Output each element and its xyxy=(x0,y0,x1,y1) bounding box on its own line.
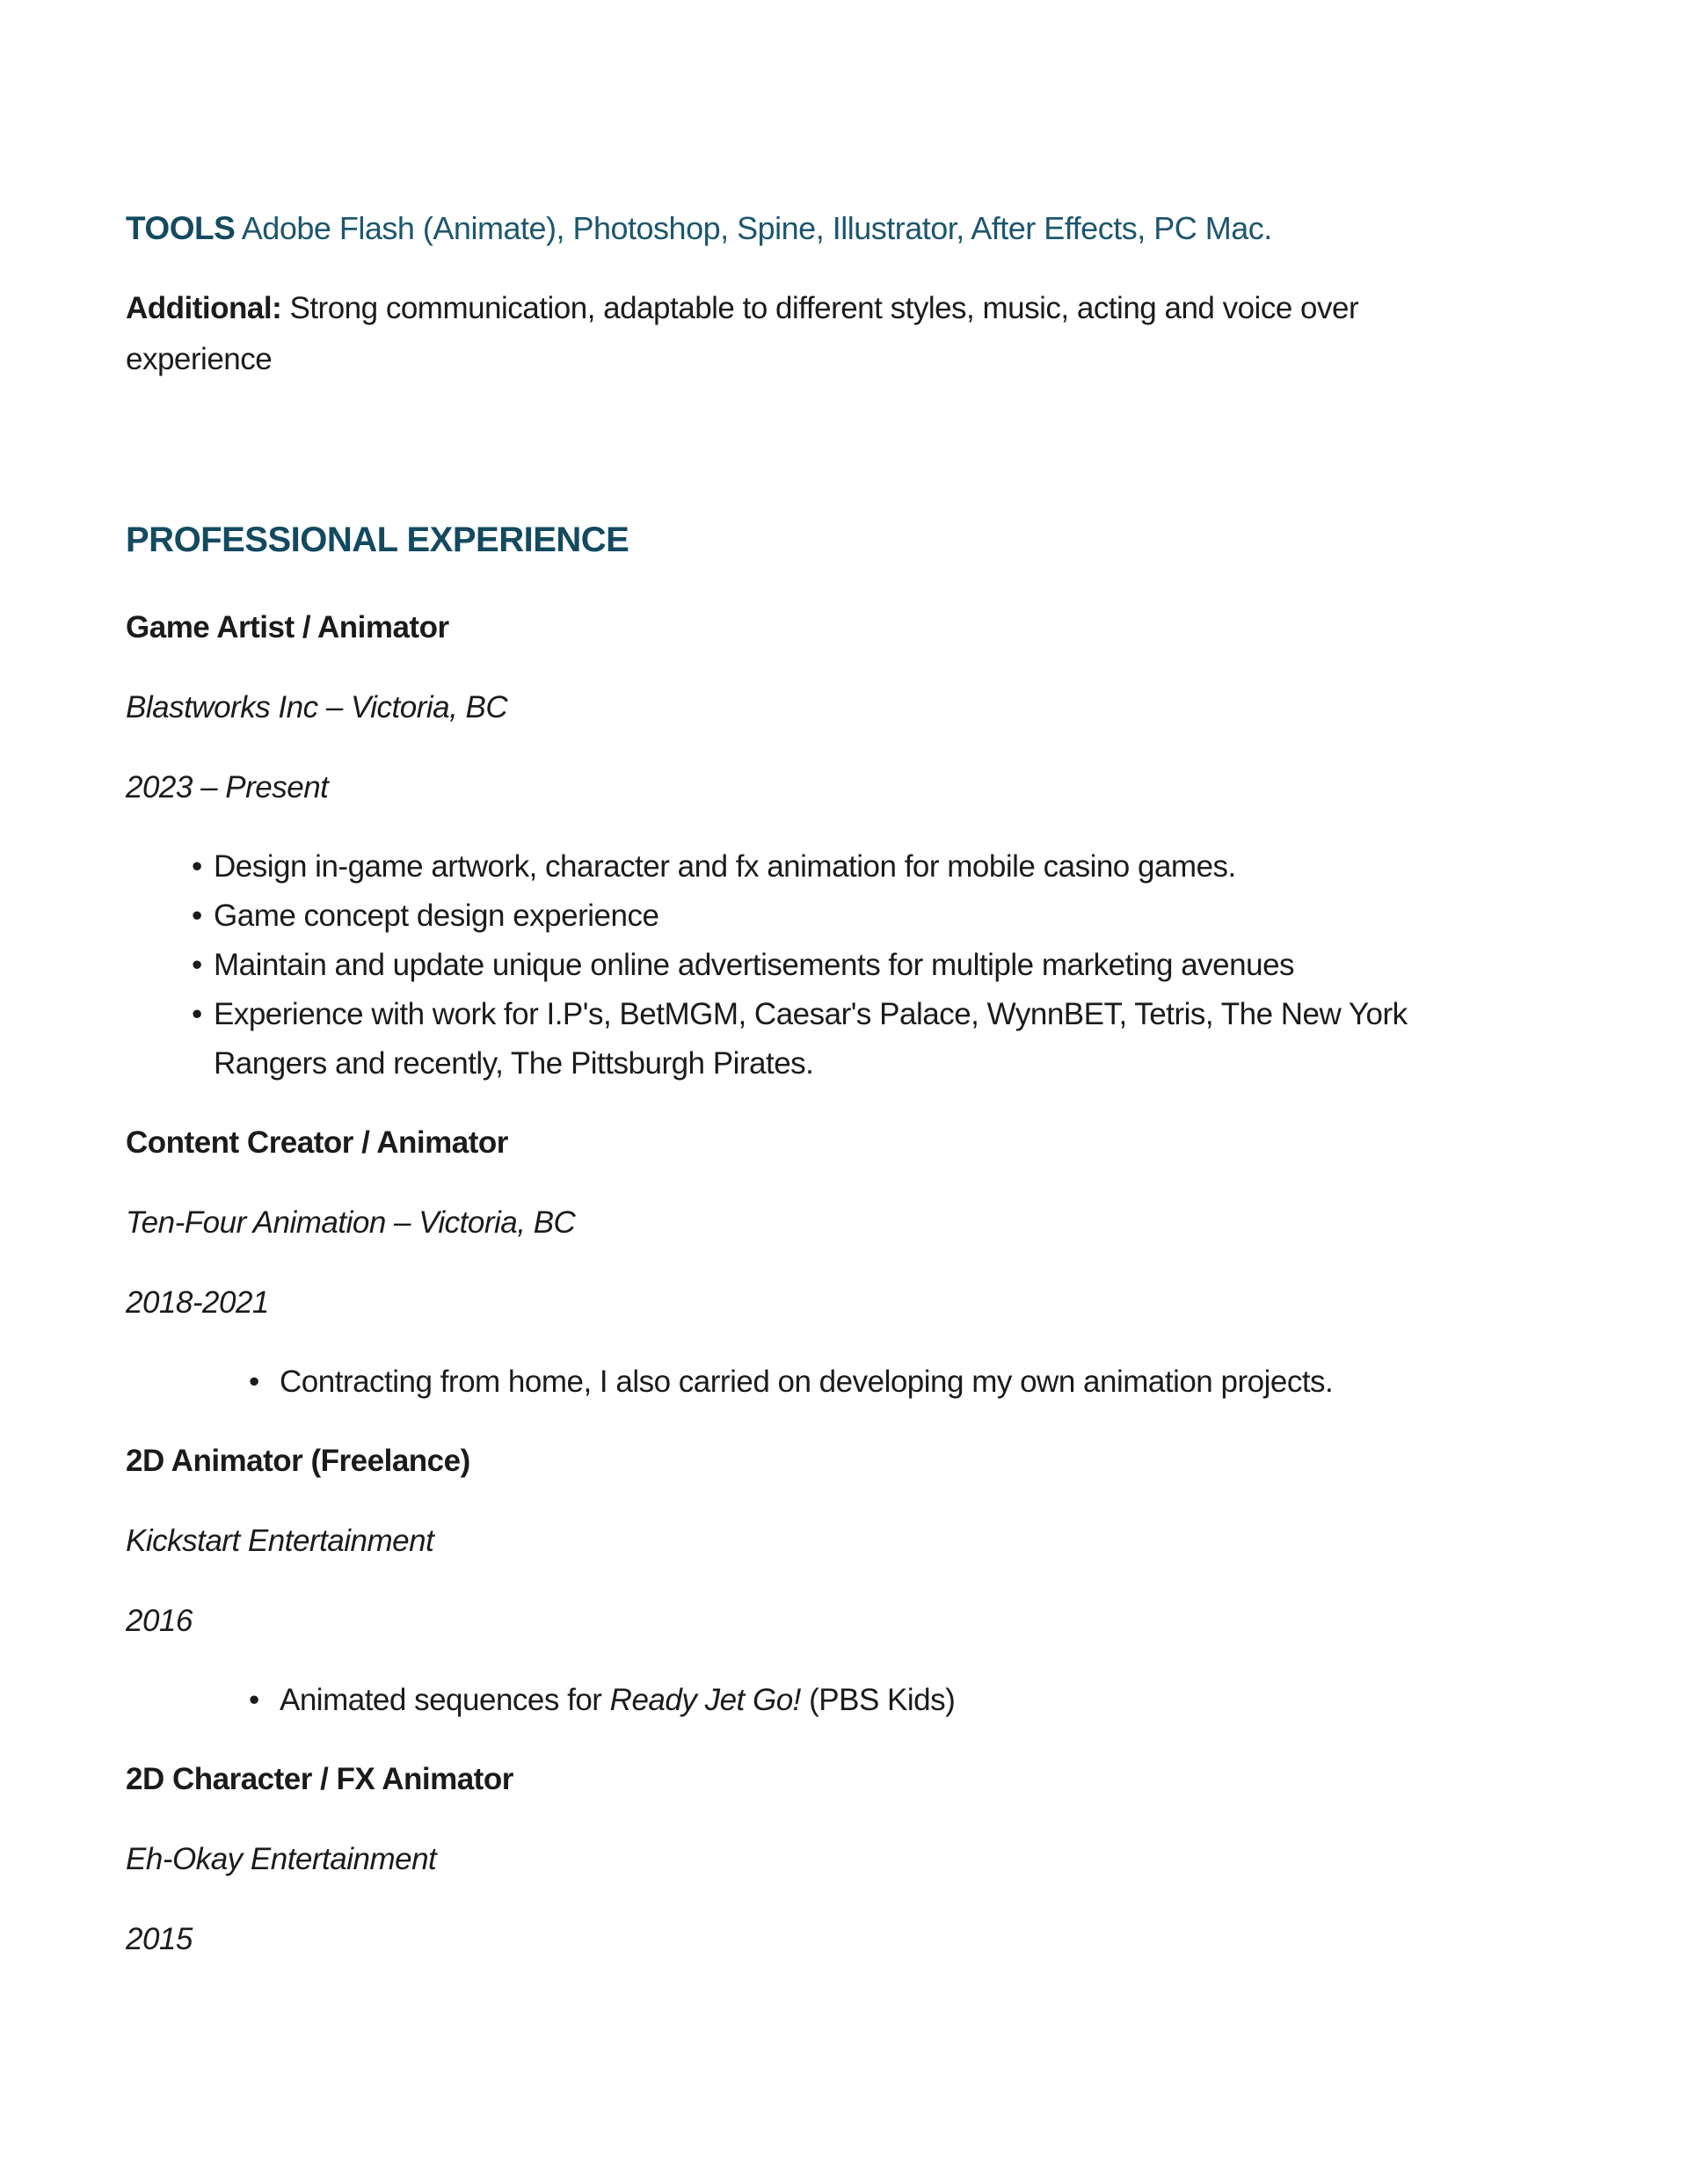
job-bullet-list xyxy=(126,1358,1547,1407)
bullet-text-italic-title: Ready Jet Go! xyxy=(609,1683,801,1717)
tools-heading: TOOLS xyxy=(126,210,236,246)
bullet-item: • Design in-game artwork, character and fx animation for mobile casino games. xyxy=(126,842,1444,892)
job-bullet-list xyxy=(126,842,1444,1088)
job-company: Kickstart Entertainment xyxy=(126,1524,434,1558)
bullet-item: • Maintain and update unique online advertisements for multiple marketing avenues xyxy=(126,941,1444,990)
additional-label: Additional: xyxy=(126,291,282,325)
job-company: Blastworks Inc – Victoria, BC xyxy=(126,690,508,724)
additional-text: Strong communication, adaptable to different styles, music, acting and voice over experience xyxy=(126,291,1359,376)
job-entry-kickstart xyxy=(126,1436,1547,1725)
job-bullet-list xyxy=(126,1676,1547,1725)
tools-line xyxy=(126,202,1547,255)
bullet-item: • Game concept design experience xyxy=(126,892,1444,941)
professional-experience-heading: PROFESSIONAL EXPERIENCE xyxy=(126,521,629,559)
job-company: Eh-Okay Entertainment xyxy=(126,1842,437,1876)
bullet-text-post: (PBS Kids) xyxy=(800,1683,956,1717)
job-title: Game Artist / Animator xyxy=(126,610,449,644)
job-entry-ten-four xyxy=(126,1117,1547,1407)
job-title: Content Creator / Animator xyxy=(126,1125,508,1160)
job-dates: 2018-2021 xyxy=(126,1285,269,1320)
bullet-item xyxy=(126,1676,1547,1725)
job-dates: 2016 xyxy=(126,1604,193,1638)
job-entry-eh-okay xyxy=(126,1754,1547,1965)
bullet-item: • Contracting from home, I also carried on developing my own animation projects. xyxy=(126,1358,1547,1407)
job-dates: 2023 – Present xyxy=(126,770,329,804)
job-title: 2D Animator (Freelance) xyxy=(126,1444,470,1478)
tools-list-text: Adobe Flash (Animate), Photoshop, Spine, Illustrator, After Effects, PC Mac. xyxy=(235,210,1272,246)
job-title: 2D Character / FX Animator xyxy=(126,1762,513,1796)
job-dates: 2015 xyxy=(126,1922,193,1956)
job-entry-blastworks xyxy=(126,602,1547,1088)
job-company: Ten-Four Animation – Victoria, BC xyxy=(126,1205,576,1240)
bullet-item: • Experience with work for I.P's, BetMGM, Caesar's Palace, WynnBET, Tetris, The New York Rangers and recently, The Pittsburgh Pirates. xyxy=(126,990,1444,1088)
additional-paragraph xyxy=(126,283,1497,385)
bullet-text-pre: Animated sequences for xyxy=(280,1683,610,1717)
